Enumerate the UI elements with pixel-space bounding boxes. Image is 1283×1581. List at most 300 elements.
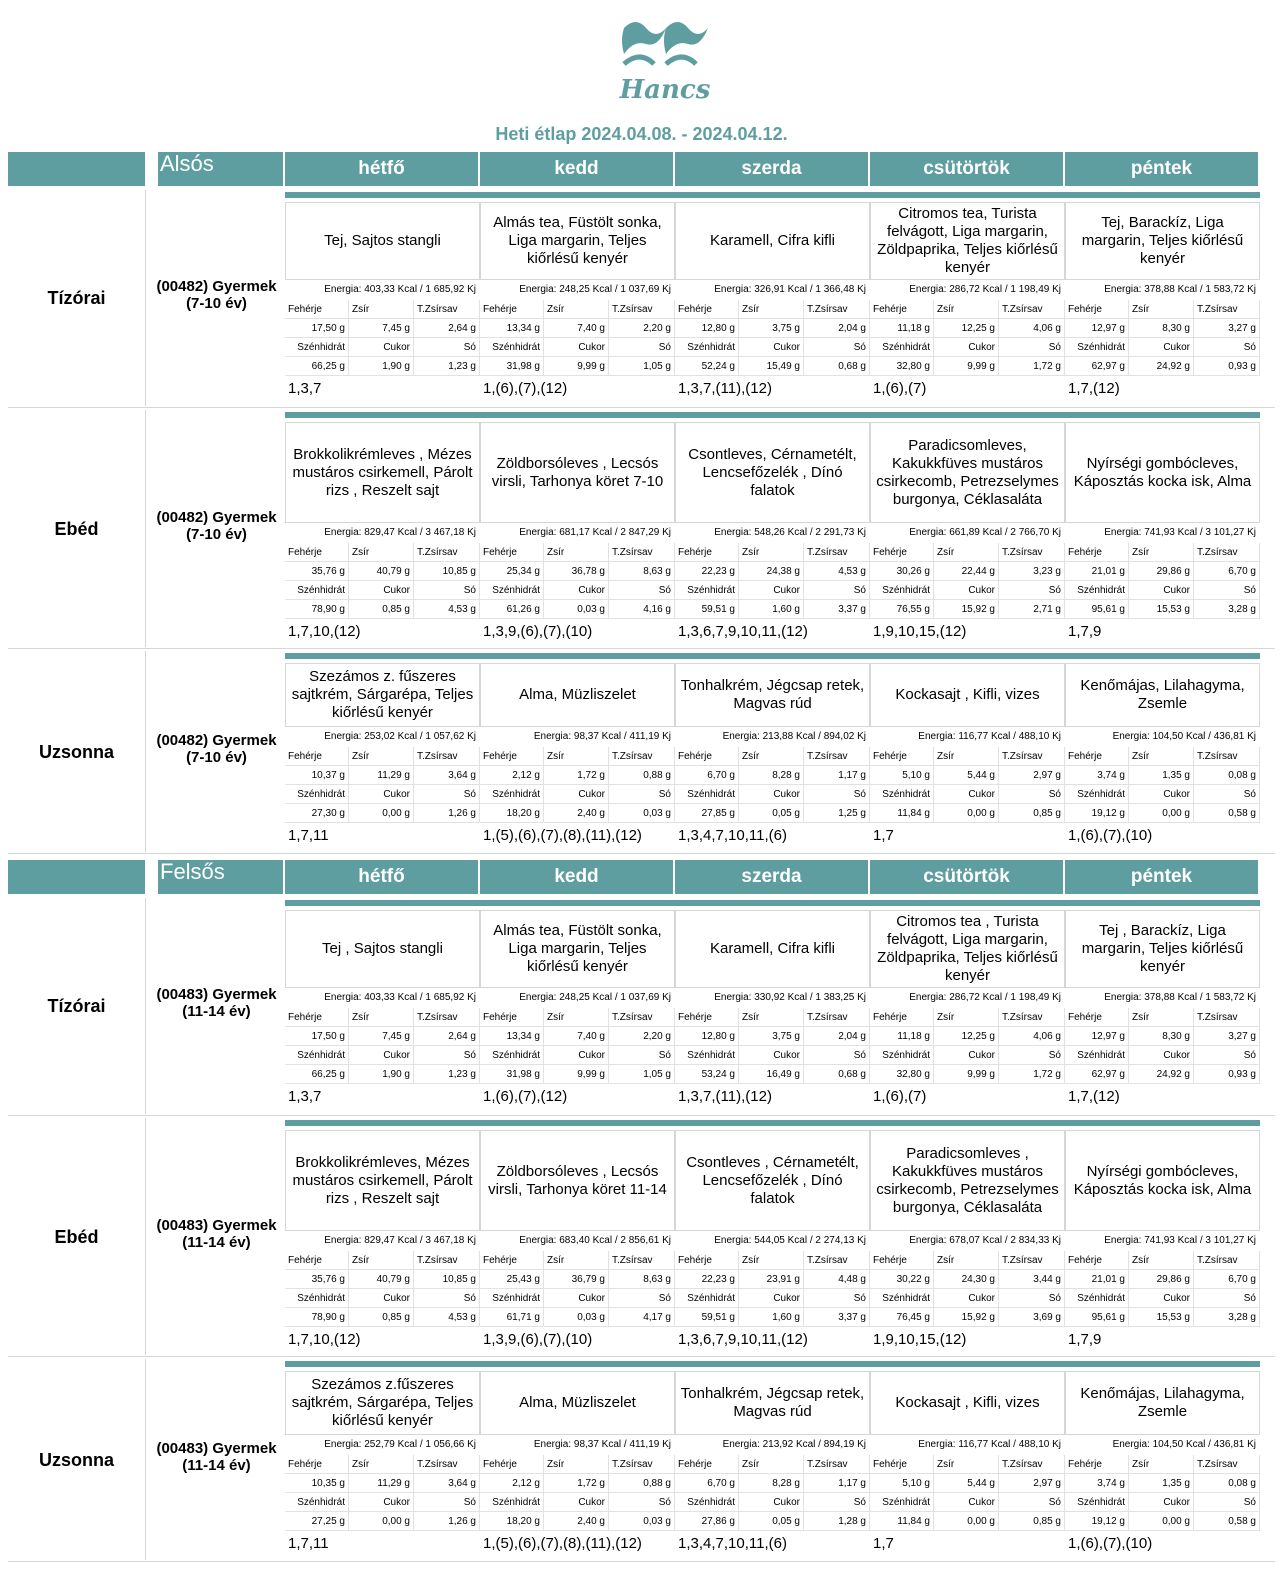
nutrient-value: 31,98 g bbox=[480, 357, 544, 376]
food-text: Paradicsomleves , Kakukkfüves mustáros csirkecomb, Petrezselymes burgonya, Céklasaláta bbox=[876, 1144, 1059, 1216]
nutrition-table bbox=[480, 300, 675, 376]
menu-cell bbox=[1065, 1120, 1260, 1355]
nutrient-value: 15,92 g bbox=[934, 600, 999, 619]
cell-accent-bar bbox=[675, 1120, 870, 1126]
allergen-codes: 1,(6),(7) bbox=[873, 380, 927, 397]
menu-cell bbox=[870, 900, 1065, 1114]
allergen-codes: 1,3,7 bbox=[288, 1088, 322, 1105]
nutrient-label: Zsír bbox=[544, 300, 609, 319]
nutrient-label: Cukor bbox=[544, 1493, 609, 1512]
nutrient-value: 0,68 g bbox=[804, 357, 870, 376]
nutrient-value: 78,90 g bbox=[285, 1308, 349, 1327]
nutrient-value: 2,12 g bbox=[480, 766, 544, 785]
nutrient-label: T.Zsírsav bbox=[414, 1008, 480, 1027]
nutrient-label: Zsír bbox=[934, 300, 999, 319]
nutrient-label: Szénhidrát bbox=[480, 785, 544, 804]
menu-cell bbox=[675, 1361, 870, 1560]
allergen-codes: 1,7,9 bbox=[1068, 1331, 1102, 1348]
menu-cell bbox=[480, 412, 675, 647]
age-group-name: (00482) Gyermek (7-10 év) bbox=[156, 278, 277, 312]
nutrient-value: 3,75 g bbox=[739, 319, 804, 338]
nutrient-value: 40,79 g bbox=[349, 562, 414, 581]
food-items bbox=[675, 910, 870, 988]
nutrient-value: 11,84 g bbox=[870, 1512, 934, 1531]
food-items bbox=[480, 1371, 675, 1435]
nutrient-value: 4,53 g bbox=[414, 600, 480, 619]
nutrient-label: Só bbox=[609, 581, 675, 600]
nutrient-label: Szénhidrát bbox=[285, 1493, 349, 1512]
energy-value: Energia: 104,50 Kcal / 436,81 Kj bbox=[1112, 1439, 1256, 1450]
allergen-codes: 1,9,10,15,(12) bbox=[873, 623, 967, 640]
nutrient-label: Só bbox=[1194, 1289, 1260, 1308]
age-group-name: (00483) Gyermek (11-14 év) bbox=[156, 986, 277, 1020]
nutrient-value: 2,40 g bbox=[544, 1512, 609, 1531]
meal-name: Tízórai bbox=[47, 996, 106, 1016]
allergen-codes: 1,(6),(7),(10) bbox=[1068, 827, 1153, 844]
nutrient-label: T.Zsírsav bbox=[414, 747, 480, 766]
nutrition-table bbox=[1065, 300, 1260, 376]
nutrient-value: 32,80 g bbox=[870, 1065, 934, 1084]
nutrient-label: T.Zsírsav bbox=[1194, 1008, 1260, 1027]
food-text: Alma, Müzliszelet bbox=[519, 1394, 636, 1411]
nutrient-value: 3,69 g bbox=[999, 1308, 1065, 1327]
nutrient-label: Só bbox=[414, 785, 480, 804]
nutrition-table bbox=[285, 1251, 480, 1327]
nutrient-value: 0,05 g bbox=[739, 804, 804, 823]
allergen-codes: 1,7,9 bbox=[1068, 623, 1102, 640]
nutrient-value: 0,08 g bbox=[1194, 766, 1260, 785]
nutrient-label: T.Zsírsav bbox=[1194, 1251, 1260, 1270]
nutrient-value: 0,85 g bbox=[999, 804, 1065, 823]
nutrient-label: Zsír bbox=[739, 1455, 804, 1474]
nutrient-value: 5,44 g bbox=[934, 1474, 999, 1493]
nutrient-value: 7,45 g bbox=[349, 1027, 414, 1046]
allergen-codes: 1,(6),(7),(10) bbox=[1068, 1535, 1153, 1552]
nutrient-value: 78,90 g bbox=[285, 600, 349, 619]
nutrient-label: Fehérje bbox=[870, 747, 934, 766]
age-group-name: (00483) Gyermek (11-14 év) bbox=[156, 1439, 277, 1474]
menu-cell bbox=[870, 412, 1065, 647]
nutrient-label: Zsír bbox=[1129, 1455, 1194, 1474]
nutrient-label: Szénhidrát bbox=[285, 338, 349, 357]
nutrient-label: Fehérje bbox=[1065, 1455, 1129, 1474]
nutrient-label: T.Zsírsav bbox=[1194, 747, 1260, 766]
nutrient-value: 0,93 g bbox=[1194, 1065, 1260, 1084]
nutrient-label: Zsír bbox=[349, 1008, 414, 1027]
energy-value: Energia: 403,33 Kcal / 1 685,92 Kj bbox=[324, 284, 476, 295]
nutrient-value: 1,05 g bbox=[609, 1065, 675, 1084]
nutrient-label: Fehérje bbox=[480, 747, 544, 766]
nutrient-label: T.Zsírsav bbox=[999, 1455, 1065, 1474]
cell-accent-bar bbox=[1065, 900, 1260, 906]
nutrient-label: Fehérje bbox=[285, 747, 349, 766]
nutrient-value: 1,28 g bbox=[804, 1512, 870, 1531]
nutrient-label: Zsír bbox=[934, 1455, 999, 1474]
nutrient-label: Só bbox=[804, 338, 870, 357]
meal-divider bbox=[145, 651, 146, 852]
nutrient-label: Zsír bbox=[739, 543, 804, 562]
nutrition-table bbox=[480, 1455, 675, 1531]
nutrient-value: 22,23 g bbox=[675, 1270, 739, 1289]
energy-value: Energia: 661,89 Kcal / 2 766,70 Kj bbox=[909, 527, 1061, 538]
allergen-codes: 1,7,11 bbox=[288, 827, 329, 844]
energy-value: Energia: 681,17 Kcal / 2 847,29 Kj bbox=[519, 527, 671, 538]
nutrient-label: Cukor bbox=[934, 1289, 999, 1308]
nutrient-label: T.Zsírsav bbox=[609, 300, 675, 319]
nutrient-value: 17,50 g bbox=[285, 1027, 349, 1046]
nutrient-label: Szénhidrát bbox=[1065, 581, 1129, 600]
allergen-codes: 1,3,6,7,9,10,11,(12) bbox=[678, 623, 808, 640]
nutrient-value: 30,26 g bbox=[870, 562, 934, 581]
nutrient-label: Cukor bbox=[1129, 1289, 1194, 1308]
nutrient-value: 8,63 g bbox=[609, 562, 675, 581]
allergen-codes: 1,7 bbox=[873, 1535, 894, 1552]
nutrient-label: Fehérje bbox=[870, 1251, 934, 1270]
nutrient-value: 36,79 g bbox=[544, 1270, 609, 1289]
energy-value: Energia: 741,93 Kcal / 3 101,27 Kj bbox=[1104, 1235, 1256, 1246]
food-text: Szezámos z.fűszeres sajtkrém, Sárgarépa, Teljes kiőrlésű kenyér bbox=[291, 1376, 474, 1429]
nutrient-label: T.Zsírsav bbox=[1194, 543, 1260, 562]
nutrient-value: 22,23 g bbox=[675, 562, 739, 581]
energy-value: Energia: 248,25 Kcal / 1 037,69 Kj bbox=[519, 284, 671, 295]
energy-value: Energia: 378,88 Kcal / 1 583,72 Kj bbox=[1104, 992, 1256, 1003]
nutrient-value: 15,53 g bbox=[1129, 1308, 1194, 1327]
nutrient-label: Só bbox=[999, 1289, 1065, 1308]
nutrient-value: 1,72 g bbox=[999, 1065, 1065, 1084]
day-header-2: szerda bbox=[675, 152, 868, 186]
nutrient-value: 1,60 g bbox=[739, 1308, 804, 1327]
nutrient-label: Zsír bbox=[1129, 300, 1194, 319]
nutrient-value: 76,55 g bbox=[870, 600, 934, 619]
menu-cell bbox=[285, 192, 480, 406]
nutrient-value: 0,03 g bbox=[544, 600, 609, 619]
food-text: Zöldborsóleves , Lecsós virsli, Tarhonya köret 11-14 bbox=[488, 1162, 667, 1198]
day-header-4: péntek bbox=[1065, 152, 1258, 186]
food-text: Citromos tea, Turista felvágott, Liga margarin, Zöldpaprika, Teljes kiőrlésű kenyér bbox=[877, 205, 1058, 276]
menu-cell bbox=[480, 1120, 675, 1355]
nutrition-table bbox=[1065, 1008, 1260, 1084]
nutrient-value: 2,97 g bbox=[999, 766, 1065, 785]
food-items bbox=[870, 1130, 1065, 1231]
meal-row bbox=[8, 649, 1275, 854]
nutrient-value: 17,50 g bbox=[285, 319, 349, 338]
nutrient-value: 24,30 g bbox=[934, 1270, 999, 1289]
nutrient-value: 2,04 g bbox=[804, 1027, 870, 1046]
menu-cell bbox=[480, 1361, 675, 1560]
nutrient-value: 62,97 g bbox=[1065, 1065, 1129, 1084]
nutrient-value: 4,06 g bbox=[999, 1027, 1065, 1046]
food-text: Paradicsomleves, Kakukkfüves mustáros csirkecomb, Petrezselymes burgonya, Céklasaláta bbox=[876, 436, 1059, 508]
food-text: Almás tea, Füstölt sonka, Liga margarin, Teljes kiőrlésű kenyér bbox=[493, 922, 662, 975]
nutrient-label: Cukor bbox=[544, 785, 609, 804]
nutrient-value: 12,97 g bbox=[1065, 1027, 1129, 1046]
energy-value: Energia: 253,02 Kcal / 1 057,62 Kj bbox=[324, 731, 476, 742]
nutrient-value: 18,20 g bbox=[480, 804, 544, 823]
nutrition-table bbox=[870, 1008, 1065, 1084]
cell-accent-bar bbox=[1065, 1120, 1260, 1126]
allergen-codes: 1,(5),(6),(7),(8),(11),(12) bbox=[483, 1535, 642, 1552]
menu-cell bbox=[285, 412, 480, 647]
allergen-codes: 1,(5),(6),(7),(8),(11),(12) bbox=[483, 827, 642, 844]
nutrient-value: 13,34 g bbox=[480, 319, 544, 338]
nutrient-label: T.Zsírsav bbox=[414, 300, 480, 319]
nutrient-label: Zsír bbox=[349, 1455, 414, 1474]
cell-accent-bar bbox=[285, 1361, 480, 1367]
menu-cell bbox=[285, 653, 480, 852]
nutrient-value: 16,49 g bbox=[739, 1065, 804, 1084]
nutrient-value: 52,24 g bbox=[675, 357, 739, 376]
nutrient-value: 3,74 g bbox=[1065, 1474, 1129, 1493]
energy-value: Energia: 286,72 Kcal / 1 198,49 Kj bbox=[909, 992, 1061, 1003]
header-empty-cell bbox=[8, 860, 145, 894]
energy-value: Energia: 98,37 Kcal / 411,19 Kj bbox=[533, 731, 671, 742]
nutrient-label: Zsír bbox=[349, 747, 414, 766]
nutrient-value: 53,24 g bbox=[675, 1065, 739, 1084]
nutrient-label: Zsír bbox=[1129, 1008, 1194, 1027]
nutrition-table bbox=[480, 747, 675, 823]
meal-divider bbox=[145, 1359, 146, 1560]
energy-value: Energia: 104,50 Kcal / 436,81 Kj bbox=[1112, 731, 1256, 742]
nutrient-value: 6,70 g bbox=[1194, 1270, 1260, 1289]
nutrient-value: 2,97 g bbox=[999, 1474, 1065, 1493]
food-text: Brokkolikrémleves, Mézes mustáros csirkemell, Párolt rizs , Reszelt sajt bbox=[292, 1153, 473, 1207]
nutrient-label: T.Zsírsav bbox=[804, 1008, 870, 1027]
nutrient-label: Cukor bbox=[544, 1046, 609, 1065]
nutrient-value: 21,01 g bbox=[1065, 1270, 1129, 1289]
food-items bbox=[480, 910, 675, 988]
nutrient-value: 13,34 g bbox=[480, 1027, 544, 1046]
cell-accent-bar bbox=[285, 653, 480, 659]
menu-cell bbox=[285, 1120, 480, 1355]
nutrient-value: 22,44 g bbox=[934, 562, 999, 581]
day-header-1: kedd bbox=[480, 152, 673, 186]
food-text: Tej , Sajtos stangli bbox=[322, 940, 443, 957]
nutrient-label: Szénhidrát bbox=[870, 1289, 934, 1308]
nutrient-label: Cukor bbox=[934, 1493, 999, 1512]
nutrient-label: Fehérje bbox=[285, 1455, 349, 1474]
day-header-2: szerda bbox=[675, 860, 868, 894]
nutrient-label: Fehérje bbox=[675, 1008, 739, 1027]
nutrient-value: 19,12 g bbox=[1065, 804, 1129, 823]
nutrient-value: 61,71 g bbox=[480, 1308, 544, 1327]
nutrition-table bbox=[675, 1008, 870, 1084]
nutrient-label: Zsír bbox=[544, 1008, 609, 1027]
menu-cell bbox=[675, 653, 870, 852]
nutrient-value: 32,80 g bbox=[870, 357, 934, 376]
cell-accent-bar bbox=[480, 1361, 675, 1367]
nutrient-label: Zsír bbox=[934, 543, 999, 562]
nutrient-label: T.Zsírsav bbox=[804, 747, 870, 766]
nutrient-value: 27,25 g bbox=[285, 1512, 349, 1531]
nutrient-value: 2,64 g bbox=[414, 319, 480, 338]
nutrition-table bbox=[285, 300, 480, 376]
cell-accent-bar bbox=[285, 900, 480, 906]
nutrient-label: Szénhidrát bbox=[1065, 338, 1129, 357]
nutrient-value: 0,00 g bbox=[349, 804, 414, 823]
nutrient-label: Cukor bbox=[349, 785, 414, 804]
nutrient-label: Fehérje bbox=[480, 300, 544, 319]
meal-name: Tízórai bbox=[47, 288, 106, 308]
nutrient-value: 3,64 g bbox=[414, 1474, 480, 1493]
nutrient-label: Szénhidrát bbox=[480, 1493, 544, 1512]
nutrient-value: 35,76 g bbox=[285, 562, 349, 581]
menu-cell bbox=[480, 900, 675, 1114]
food-items bbox=[1065, 1371, 1260, 1435]
nutrient-value: 1,26 g bbox=[414, 804, 480, 823]
food-items bbox=[285, 422, 480, 523]
nutrient-label: Cukor bbox=[934, 1046, 999, 1065]
nutrient-value: 1,72 g bbox=[544, 766, 609, 785]
nutrient-label: T.Zsírsav bbox=[609, 543, 675, 562]
nutrient-label: Zsír bbox=[544, 747, 609, 766]
nutrient-value: 8,28 g bbox=[739, 1474, 804, 1493]
food-items bbox=[1065, 663, 1260, 727]
food-text: Kenőmájas, Lilahagyma, Zsemle bbox=[1080, 1385, 1245, 1420]
nutrient-label: Fehérje bbox=[870, 543, 934, 562]
meal-row bbox=[8, 1357, 1275, 1562]
cell-accent-bar bbox=[675, 412, 870, 418]
nutrient-label: Szénhidrát bbox=[285, 1046, 349, 1065]
nutrient-value: 66,25 g bbox=[285, 357, 349, 376]
nutrient-label: Cukor bbox=[349, 1289, 414, 1308]
nutrient-label: Só bbox=[609, 785, 675, 804]
nutrient-label: Só bbox=[999, 581, 1065, 600]
nutrient-value: 18,20 g bbox=[480, 1512, 544, 1531]
nutrient-label: Fehérje bbox=[1065, 543, 1129, 562]
nutrient-label: Fehérje bbox=[870, 1008, 934, 1027]
energy-value: Energia: 829,47 Kcal / 3 467,18 Kj bbox=[324, 527, 476, 538]
nutrient-label: Cukor bbox=[544, 338, 609, 357]
nutrient-value: 25,43 g bbox=[480, 1270, 544, 1289]
food-items bbox=[480, 422, 675, 523]
nutrient-label: Zsír bbox=[544, 543, 609, 562]
nutrient-value: 3,27 g bbox=[1194, 319, 1260, 338]
nutrient-label: Só bbox=[414, 1046, 480, 1065]
menu-cell bbox=[675, 900, 870, 1114]
nutrient-label: Szénhidrát bbox=[285, 785, 349, 804]
nutrient-label: Fehérje bbox=[675, 1251, 739, 1270]
allergen-codes: 1,3,9,(6),(7),(10) bbox=[483, 1331, 593, 1348]
nutrient-value: 24,92 g bbox=[1129, 357, 1194, 376]
menu-cell bbox=[675, 412, 870, 647]
food-text: Kockasajt , Kifli, vizes bbox=[895, 1394, 1040, 1411]
nutrient-value: 11,29 g bbox=[349, 1474, 414, 1493]
nutrition-table bbox=[675, 1251, 870, 1327]
nutrient-label: Zsír bbox=[1129, 747, 1194, 766]
nutrient-label: Szénhidrát bbox=[870, 785, 934, 804]
nutrient-label: T.Zsírsav bbox=[1194, 1455, 1260, 1474]
food-text: Brokkolikrémleves , Mézes mustáros csirkemell, Párolt rizs , Reszelt sajt bbox=[292, 445, 473, 499]
nutrient-label: Szénhidrát bbox=[675, 1046, 739, 1065]
nutrient-label: T.Zsírsav bbox=[999, 747, 1065, 766]
nutrient-value: 29,86 g bbox=[1129, 562, 1194, 581]
food-items bbox=[285, 202, 480, 280]
cell-accent-bar bbox=[675, 653, 870, 659]
food-text: Alma, Müzliszelet bbox=[519, 686, 636, 703]
nutrient-value: 1,72 g bbox=[999, 357, 1065, 376]
nutrient-label: T.Zsírsav bbox=[609, 1008, 675, 1027]
nutrient-value: 0,00 g bbox=[934, 1512, 999, 1531]
nutrient-label: Zsír bbox=[544, 1251, 609, 1270]
page-title: Heti étlap 2024.04.08. - 2024.04.12. bbox=[495, 124, 788, 144]
menu-cell bbox=[870, 192, 1065, 406]
food-items bbox=[285, 910, 480, 988]
nutrient-label: Só bbox=[609, 1493, 675, 1512]
nutrient-label: Fehérje bbox=[480, 1008, 544, 1027]
day-header-1: kedd bbox=[480, 860, 673, 894]
nutrient-value: 21,01 g bbox=[1065, 562, 1129, 581]
nutrient-value: 11,18 g bbox=[870, 1027, 934, 1046]
cell-accent-bar bbox=[1065, 653, 1260, 659]
nutrient-value: 4,06 g bbox=[999, 319, 1065, 338]
nutrient-label: Zsír bbox=[739, 747, 804, 766]
nutrient-value: 7,40 g bbox=[544, 1027, 609, 1046]
day-header-3: csütörtök bbox=[870, 152, 1063, 186]
nutrient-value: 9,99 g bbox=[544, 1065, 609, 1084]
food-text: Csontleves, Cérnametélt, Lencsefőzelék , Dínó falatok bbox=[688, 445, 857, 499]
nutrient-label: Zsír bbox=[349, 300, 414, 319]
nutrition-table bbox=[870, 1251, 1065, 1327]
svg-text:Hancs: Hancs bbox=[619, 75, 711, 104]
nutrient-value: 35,76 g bbox=[285, 1270, 349, 1289]
nutrient-value: 0,88 g bbox=[609, 1474, 675, 1493]
nutrient-label: Só bbox=[1194, 338, 1260, 357]
nutrition-table bbox=[870, 747, 1065, 823]
nutrient-value: 66,25 g bbox=[285, 1065, 349, 1084]
nutrient-label: Szénhidrát bbox=[675, 1493, 739, 1512]
nutrient-label: Szénhidrát bbox=[1065, 1046, 1129, 1065]
nutrient-label: Fehérje bbox=[675, 543, 739, 562]
nutrient-label: Zsír bbox=[1129, 543, 1194, 562]
nutrient-value: 8,63 g bbox=[609, 1270, 675, 1289]
nutrient-label: T.Zsírsav bbox=[414, 1455, 480, 1474]
allergen-codes: 1,(6),(7),(12) bbox=[483, 380, 568, 397]
nutrient-value: 11,29 g bbox=[349, 766, 414, 785]
meal-divider bbox=[145, 898, 146, 1114]
food-items bbox=[480, 202, 675, 280]
nutrient-label: Szénhidrát bbox=[480, 338, 544, 357]
food-text: Tonhalkrém, Jégcsap retek, Magvas rúd bbox=[680, 677, 865, 712]
nutrient-value: 2,71 g bbox=[999, 600, 1065, 619]
nutrient-value: 0,08 g bbox=[1194, 1474, 1260, 1493]
cell-accent-bar bbox=[1065, 1361, 1260, 1367]
nutrient-label: Só bbox=[609, 1046, 675, 1065]
nutrient-label: Cukor bbox=[739, 581, 804, 600]
nutrient-label: Szénhidrát bbox=[480, 1046, 544, 1065]
energy-value: Energia: 116,77 Kcal / 488,10 Kj bbox=[918, 1439, 1061, 1450]
meal-row bbox=[8, 408, 1275, 649]
nutrient-value: 59,51 g bbox=[675, 1308, 739, 1327]
energy-value: Energia: 213,88 Kcal / 894,02 Kj bbox=[722, 731, 866, 742]
nutrient-label: T.Zsírsav bbox=[804, 1455, 870, 1474]
nutrient-value: 10,85 g bbox=[414, 1270, 480, 1289]
menu-cell bbox=[480, 653, 675, 852]
nutrient-label: Szénhidrát bbox=[1065, 1493, 1129, 1512]
energy-value: Energia: 548,26 Kcal / 2 291,73 Kj bbox=[714, 527, 866, 538]
food-items bbox=[285, 663, 480, 727]
food-text: Karamell, Cifra kifli bbox=[709, 232, 836, 249]
meal-row bbox=[8, 896, 1275, 1116]
nutrient-value: 10,35 g bbox=[285, 1474, 349, 1493]
nutrient-value: 1,35 g bbox=[1129, 1474, 1194, 1493]
nutrient-value: 36,78 g bbox=[544, 562, 609, 581]
nutrition-table bbox=[480, 1251, 675, 1327]
nutrient-label: Só bbox=[999, 785, 1065, 804]
food-text: Kenőmájas, Lilahagyma, Zsemle bbox=[1080, 677, 1245, 712]
nutrient-value: 1,90 g bbox=[349, 1065, 414, 1084]
nutrient-value: 4,48 g bbox=[804, 1270, 870, 1289]
nutrient-value: 8,30 g bbox=[1129, 1027, 1194, 1046]
